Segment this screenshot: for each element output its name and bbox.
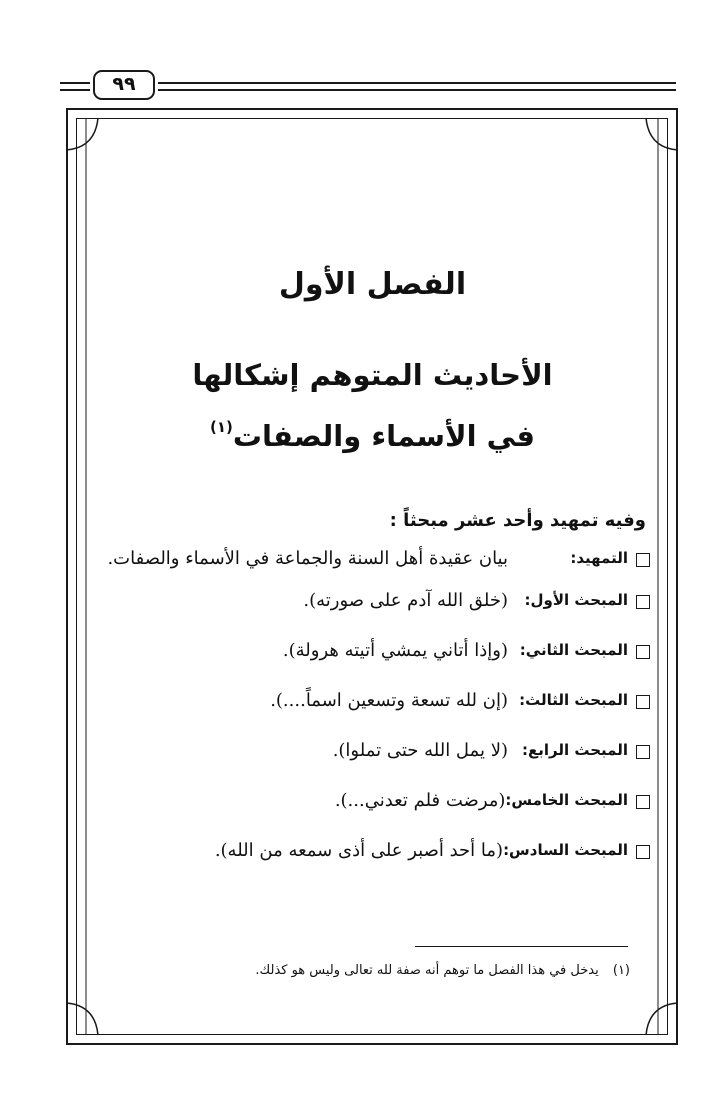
- checkbox-icon: [636, 595, 650, 609]
- checkbox-icon: [636, 553, 650, 567]
- item-text: (لا يمل الله حتى تملوا).: [332, 740, 508, 761]
- footnote: [100, 960, 630, 982]
- item-label: المبحث السادس:: [503, 841, 628, 859]
- checkbox-icon: [636, 745, 650, 759]
- checkbox-icon: [636, 845, 650, 859]
- section-list: [95, 543, 650, 867]
- main-title-line2: [95, 401, 650, 462]
- list-item: [95, 735, 650, 767]
- footnote-separator: [415, 946, 628, 947]
- list-item: [95, 635, 650, 667]
- item-label: المبحث الخامس:: [505, 791, 628, 809]
- checkbox-icon: [636, 645, 650, 659]
- footnote-text: يدخل في هذا الفصل ما توهم أنه صفة لله تعالى وليس هو كذلك.: [255, 963, 599, 978]
- item-label: المبحث الأول:: [524, 591, 628, 609]
- item-text: (خلق الله آدم على صورته).: [303, 590, 508, 611]
- item-text: بيان عقيدة أهل السنة والجماعة في الأسماء والصفات.: [107, 548, 508, 569]
- item-label: المبحث الرابع:: [522, 741, 628, 759]
- item-label: المبحث الثاني:: [519, 641, 628, 659]
- footnote-reference: (١): [210, 418, 233, 436]
- item-text: (مرضت فلم تعدني...).: [334, 790, 506, 811]
- item-text: (ما أحد أصبر على أذى سمعه من الله).: [214, 840, 504, 861]
- list-item: [95, 685, 650, 717]
- item-label: التمهيد:: [570, 549, 628, 567]
- list-item: [95, 785, 650, 817]
- main-title-line2-text: في الأسماء والصفات: [232, 419, 535, 453]
- item-label: المبحث الثالث:: [519, 691, 628, 709]
- chapter-title: الفصل الأول: [278, 267, 467, 302]
- item-text: (إن لله تسعة وتسعين اسماً....).: [270, 690, 508, 711]
- main-title: [95, 349, 650, 462]
- list-item: [95, 585, 650, 617]
- chapter-content: [95, 240, 650, 867]
- main-title-line1: الأحاديث المتوهم إشكالها: [192, 358, 553, 392]
- checkbox-icon: [636, 795, 650, 809]
- list-item: [95, 835, 650, 867]
- checkbox-icon: [636, 695, 650, 709]
- page-number: ٩٩: [93, 70, 155, 100]
- list-item: [95, 543, 650, 575]
- footnote-marker: (١): [612, 963, 630, 978]
- intro-text: وفيه تمهيد وأحد عشر مبحثاً :: [389, 510, 646, 531]
- item-text: (وإذا أتاني يمشي أتيته هرولة).: [282, 640, 508, 661]
